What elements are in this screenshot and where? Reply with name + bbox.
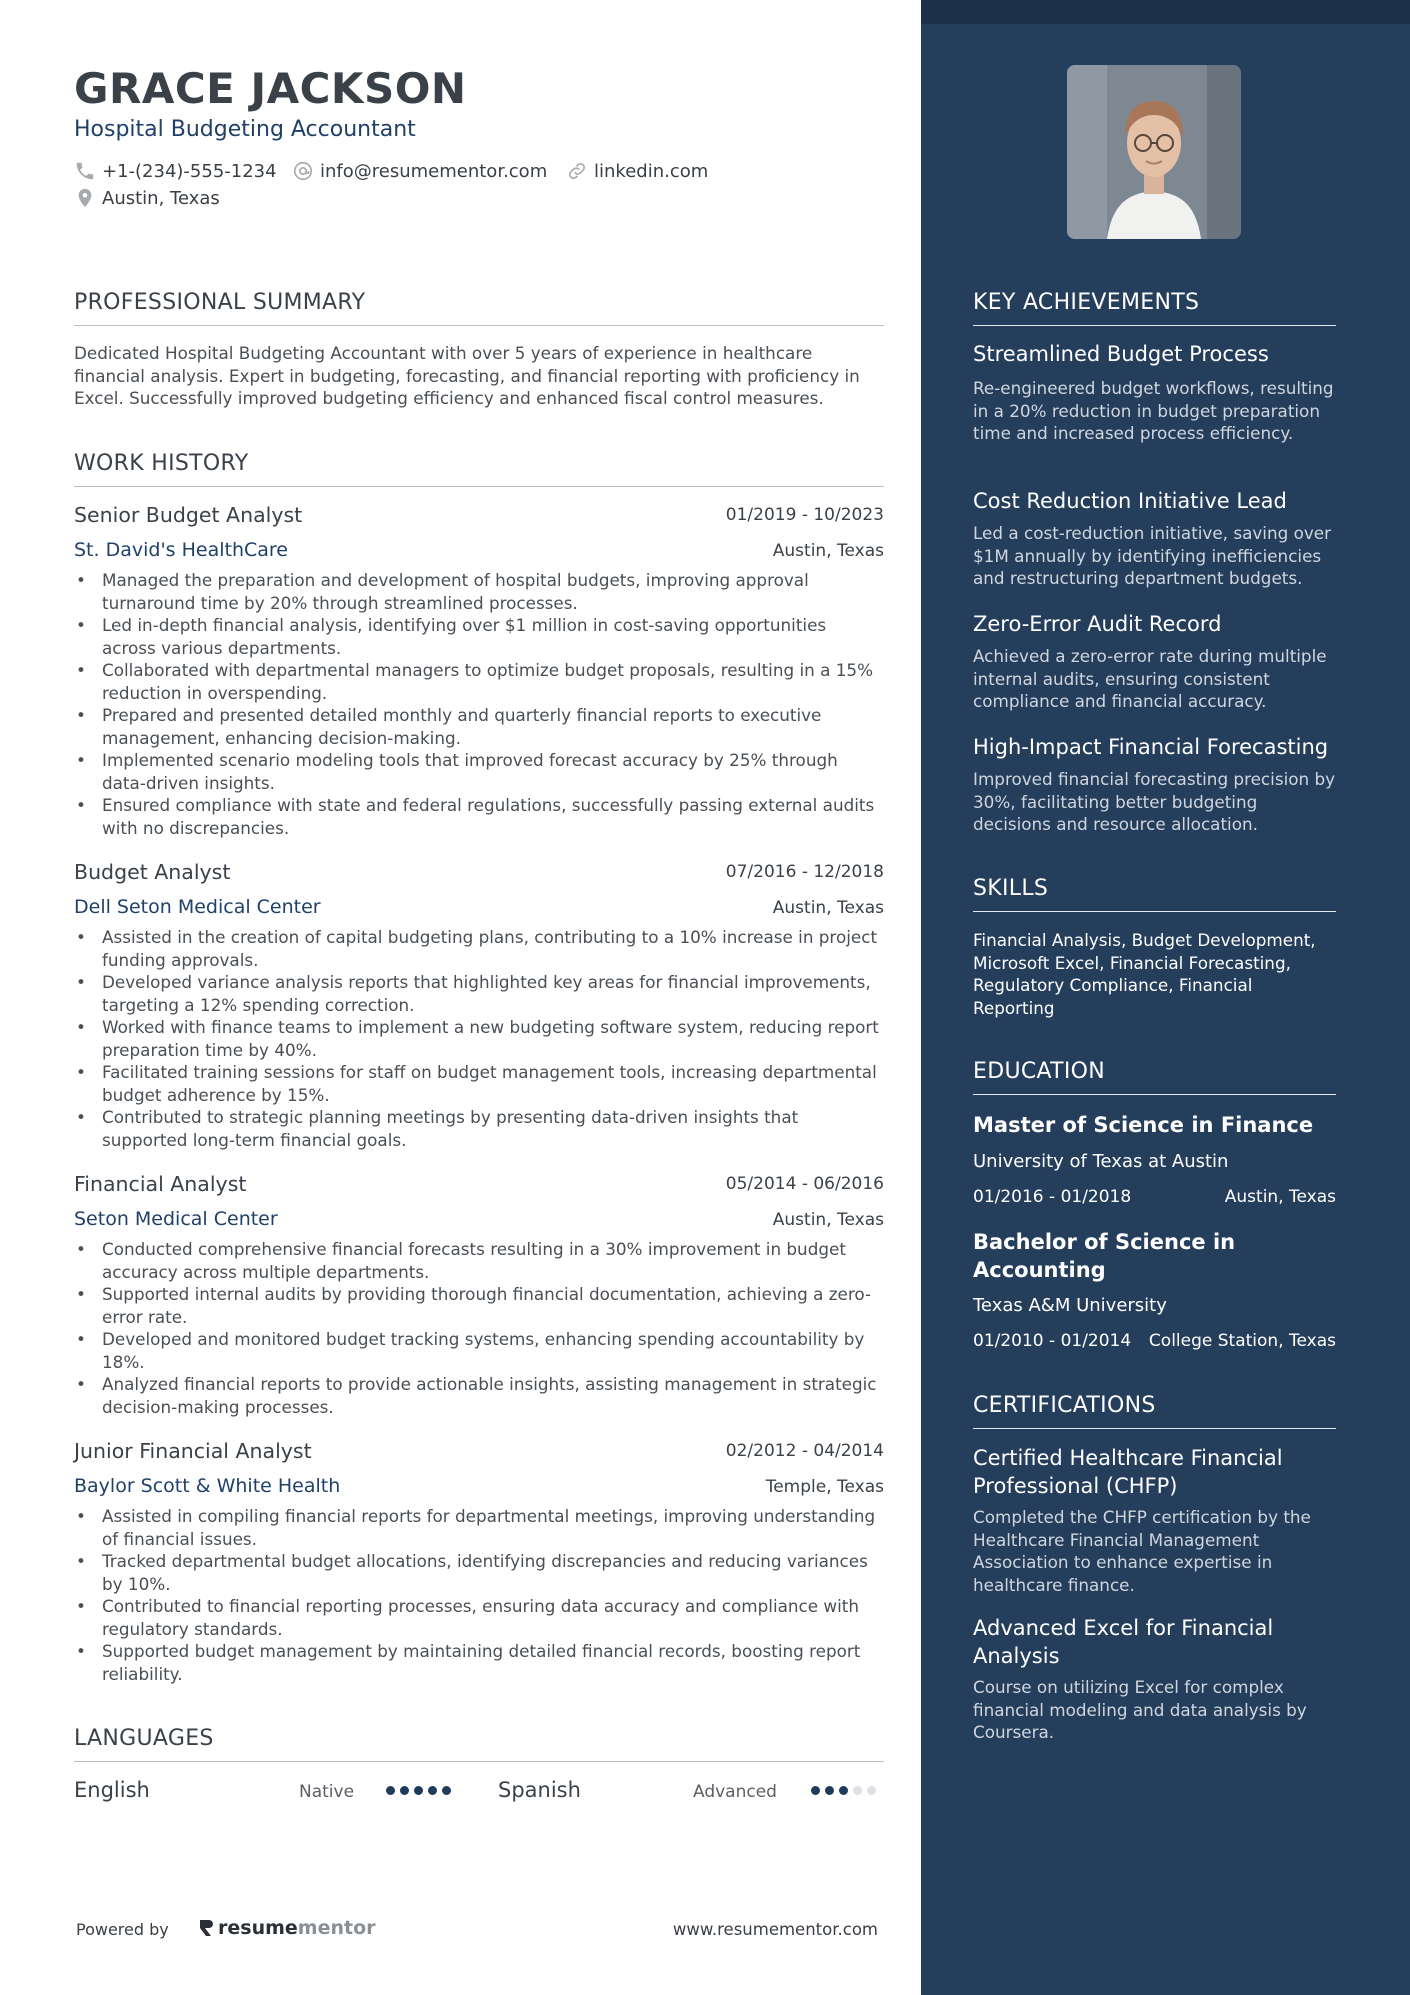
job-dates: 05/2014 - 06/2016 — [725, 1174, 884, 1194]
bullet-item: • Contributed to financial reporting processes, ensuring data accuracy and compliance with regulatory standards. — [74, 1595, 884, 1640]
rating-dot-filled — [428, 1786, 437, 1795]
bullet-item: • Developed variance analysis reports that highlighted key areas for financial improvements, targeting a 12% spending correction. — [74, 971, 884, 1016]
education-school: University of Texas at Austin — [973, 1151, 1229, 1172]
contact-linkedin — [566, 160, 708, 182]
summary-text: Dedicated Hospital Budgeting Accountant with over 5 years of experience in healthcare financial analysis. Expert in budgeting, forecasting, and financial reporting with proficiency in Excel. Successfully improved budgeting efficiency and enhanced fiscal control measures. — [74, 343, 860, 408]
education-dates: 01/2010 - 01/2014 — [973, 1331, 1132, 1351]
location-text: Austin, Texas — [102, 187, 220, 209]
education-school: Texas A&M University — [973, 1295, 1167, 1316]
at-sign-icon — [292, 160, 314, 182]
bullet-item: • Led in-depth financial analysis, identifying over $1 million in cost-saving opportunities across various departments. — [74, 614, 884, 659]
certification-text: Completed the CHFP certification by the Healthcare Financial Management Association to enhance expertise in healthcare finance. — [973, 1507, 1311, 1595]
job-company: Baylor Scott & White Health — [74, 1475, 341, 1497]
achievement-text: Re-engineered budget workflows, resulting in a 20% reduction in budget preparation time and increased process efficiency. — [973, 378, 1334, 443]
job-location: Austin, Texas — [772, 541, 884, 561]
job-company: Seton Medical Center — [74, 1208, 278, 1230]
education-degree: Master of Science in Finance — [973, 1113, 1314, 1137]
skills-list: Financial Analysis, Budget Development, Microsoft Excel, Financial Forecasting, Regulatory Compliance, Financial Reporting — [973, 930, 1316, 1018]
certification-title: Certified Healthcare Financial Professional (CHFP) — [973, 1446, 1283, 1498]
sidebar — [921, 0, 1410, 1995]
rating-dot-filled — [400, 1786, 409, 1795]
achievement-title: Zero-Error Audit Record — [973, 612, 1222, 636]
candidate-name: GRACE JACKSON — [74, 64, 467, 113]
linkedin-link[interactable]: linkedin.com — [594, 160, 709, 182]
work-history-heading: WORK HISTORY — [74, 451, 884, 487]
bullet-item: • Ensured compliance with state and federal regulations, successfully passing external audits with no discrepancies. — [74, 794, 884, 839]
candidate-title: Hospital Budgeting Accountant — [74, 117, 416, 142]
job-dates: 07/2016 - 12/2018 — [725, 862, 884, 882]
job-company: Dell Seton Medical Center — [74, 896, 321, 918]
rating-dot-filled — [442, 1786, 451, 1795]
job-bullets — [74, 926, 884, 1151]
language-rating — [811, 1786, 876, 1795]
contact-phone — [74, 160, 277, 182]
language-name: Spanish — [498, 1778, 581, 1802]
footer-url[interactable]: www.resumementor.com — [672, 1920, 878, 1939]
job-bullets — [74, 1238, 884, 1418]
rating-dot-filled — [811, 1786, 820, 1795]
bullet-item: • Conducted comprehensive financial forecasts resulting in a 30% improvement in budget accuracy across multiple departments. — [74, 1238, 884, 1283]
bullet-item: • Worked with finance teams to implement a new budgeting software system, reducing report preparation time by 40%. — [74, 1016, 884, 1061]
certification-text: Course on utilizing Excel for complex financial modeling and data analysis by Coursera. — [973, 1677, 1307, 1742]
location-pin-icon — [74, 187, 96, 209]
language-rating — [386, 1786, 451, 1795]
rating-dot-filled — [825, 1786, 834, 1795]
phone-number: +1-(234)-555-1234 — [102, 160, 277, 182]
resumementor-logo[interactable] — [198, 1917, 376, 1939]
education-degree: Bachelor of Science in Accounting — [973, 1230, 1236, 1282]
rating-dot-filled — [839, 1786, 848, 1795]
contact-email — [292, 160, 547, 182]
job-role: Financial Analyst — [74, 1172, 247, 1196]
skills-heading: SKILLS — [973, 876, 1336, 912]
rating-dot-filled — [386, 1786, 395, 1795]
bullet-item: • Analyzed financial reports to provide actionable insights, assisting management in strategic decision-making processes. — [74, 1373, 884, 1418]
logo-text-resume: resume — [218, 1917, 298, 1939]
bullet-item: • Supported budget management by maintaining detailed financial records, boosting report reliability. — [74, 1640, 884, 1685]
job-dates: 01/2019 - 10/2023 — [725, 505, 884, 525]
education-heading: EDUCATION — [973, 1059, 1336, 1095]
achievement-title: Cost Reduction Initiative Lead — [973, 489, 1287, 513]
logo-mark-icon — [198, 1918, 214, 1938]
job-role: Junior Financial Analyst — [74, 1439, 312, 1463]
bullet-item: • Prepared and presented detailed monthly and quarterly financial reports to executive management, enhancing decision-making. — [74, 704, 884, 749]
job-bullets — [74, 569, 884, 839]
bullet-item: • Developed and monitored budget tracking systems, enhancing spending accountability by 18%. — [74, 1328, 884, 1373]
job-location: Austin, Texas — [772, 898, 884, 918]
language-level: Advanced — [693, 1782, 777, 1802]
bullet-item: • Collaborated with departmental managers to optimize budget proposals, resulting in a 15% reduction in overspending. — [74, 659, 884, 704]
job-location: Austin, Texas — [772, 1210, 884, 1230]
certifications-heading: CERTIFICATIONS — [973, 1393, 1336, 1429]
certification-title: Advanced Excel for Financial Analysis — [973, 1616, 1274, 1668]
bullet-item: • Assisted in compiling financial reports for departmental meetings, improving understanding of financial issues. — [74, 1505, 884, 1550]
rating-dot-empty — [867, 1786, 876, 1795]
phone-icon — [74, 160, 96, 182]
languages-heading: LANGUAGES — [74, 1726, 884, 1762]
logo-text-mentor: mentor — [297, 1917, 376, 1939]
bullet-item: • Contributed to strategic planning meetings by presenting data-driven insights that supported long-term financial goals. — [74, 1106, 884, 1151]
summary-heading: PROFESSIONAL SUMMARY — [74, 290, 884, 326]
language-level: Native — [299, 1782, 355, 1802]
achievement-title: Streamlined Budget Process — [973, 342, 1269, 366]
bullet-item: • Facilitated training sessions for staff on budget management tools, increasing departmental budget adherence by 15%. — [74, 1061, 884, 1106]
language-name: English — [74, 1778, 150, 1802]
job-role: Budget Analyst — [74, 860, 231, 884]
job-role: Senior Budget Analyst — [74, 503, 303, 527]
sidebar-top-band — [921, 0, 1410, 24]
powered-by-label: Powered by — [76, 1920, 169, 1939]
contact-location — [74, 187, 220, 209]
rating-dot-filled — [414, 1786, 423, 1795]
education-location: Austin, Texas — [1224, 1187, 1336, 1207]
bullet-item: • Implemented scenario modeling tools that improved forecast accuracy by 25% through data-driven insights. — [74, 749, 884, 794]
bullet-item: • Managed the preparation and development of hospital budgets, improving approval turnaround time by 20% through streamlined processes. — [74, 569, 884, 614]
achievement-title: High-Impact Financial Forecasting — [973, 735, 1329, 759]
job-bullets — [74, 1505, 884, 1685]
job-company: St. David's HealthCare — [74, 539, 288, 561]
job-location: Temple, Texas — [765, 1477, 884, 1497]
email-link[interactable]: info@resumementor.com — [320, 160, 548, 182]
achievement-text: Achieved a zero-error rate during multiple internal audits, ensuring consistent compliance and financial accuracy. — [973, 646, 1327, 711]
achievement-text: Led a cost-reduction initiative, saving over $1M annually by identifying inefficiencies and restructuring department budgets. — [973, 523, 1332, 588]
bullet-item: • Supported internal audits by providing thorough financial documentation, achieving a zero-error rate. — [74, 1283, 884, 1328]
education-location: College Station, Texas — [1148, 1331, 1336, 1351]
profile-photo — [1067, 65, 1241, 239]
achievements-heading: KEY ACHIEVEMENTS — [973, 290, 1336, 326]
education-dates: 01/2016 - 01/2018 — [973, 1187, 1132, 1207]
link-icon — [566, 160, 588, 182]
achievement-text: Improved financial forecasting precision by 30%, facilitating better budgeting decisions and resource allocation. — [973, 769, 1336, 834]
bullet-item: • Tracked departmental budget allocations, identifying discrepancies and reducing variances by 10%. — [74, 1550, 884, 1595]
job-dates: 02/2012 - 04/2014 — [725, 1441, 884, 1461]
rating-dot-empty — [853, 1786, 862, 1795]
bullet-item: • Assisted in the creation of capital budgeting plans, contributing to a 10% increase in project funding approvals. — [74, 926, 884, 971]
